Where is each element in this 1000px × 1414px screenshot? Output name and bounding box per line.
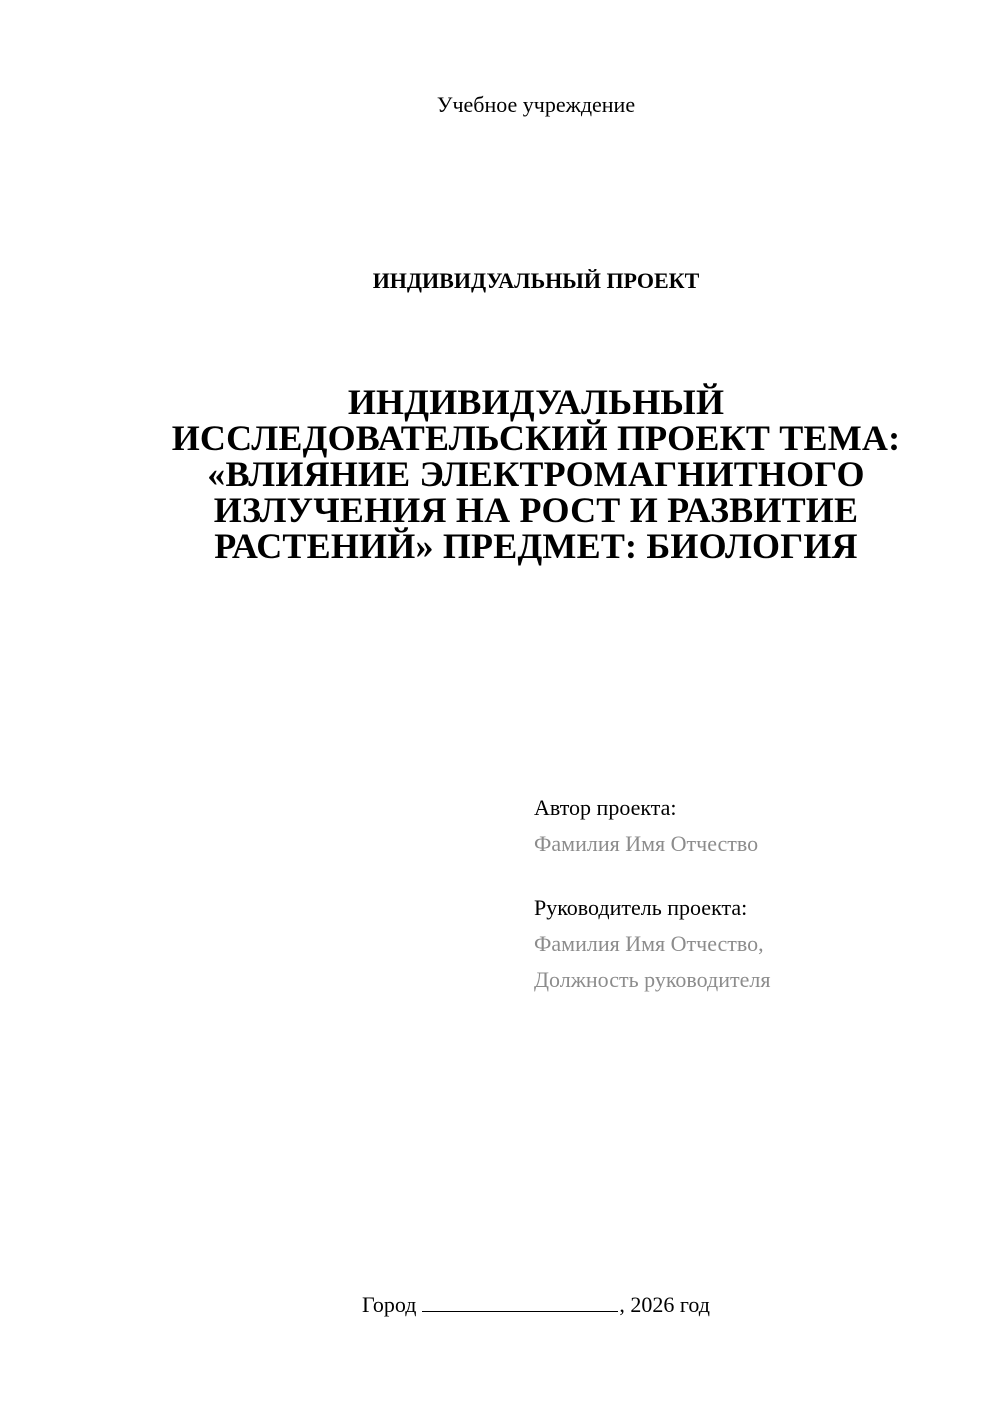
- author-label: Автор проекта:: [534, 795, 677, 820]
- project-type-heading: ИНДИВИДУАЛЬНЫЙ ПРОЕКТ: [372, 268, 700, 293]
- institution-name: Учебное учреждение: [436, 92, 636, 117]
- spacer: [534, 862, 974, 890]
- supervisor-position-placeholder: Должность руководителя: [534, 967, 771, 992]
- people-block: [534, 790, 974, 998]
- city-blank-line: [422, 1291, 618, 1312]
- project-title: [145, 384, 927, 564]
- supervisor-name-placeholder: Фамилия Имя Отчество,: [534, 931, 764, 956]
- author-name-placeholder: Фамилия Имя Отчество: [534, 831, 759, 856]
- project-title-line: ИНДИВИДУАЛЬНЫЙ: [347, 382, 725, 422]
- supervisor-label: Руководитель проекта:: [534, 895, 748, 920]
- city-label: Город: [362, 1292, 417, 1317]
- project-title-line: РАСТЕНИЙ» ПРЕДМЕТ: БИОЛОГИЯ: [214, 526, 858, 566]
- footer-city-year: [0, 1290, 1000, 1320]
- project-title-line: ИЗЛУЧЕНИЯ НА РОСТ И РАЗВИТИЕ: [213, 490, 859, 530]
- year-text: , 2026 год: [619, 1292, 710, 1317]
- project-title-line: ИССЛЕДОВАТЕЛЬСКИЙ ПРОЕКТ ТЕМА:: [171, 418, 901, 458]
- project-title-line: «ВЛИЯНИЕ ЭЛЕКТРОМАГНИТНОГО: [207, 454, 865, 494]
